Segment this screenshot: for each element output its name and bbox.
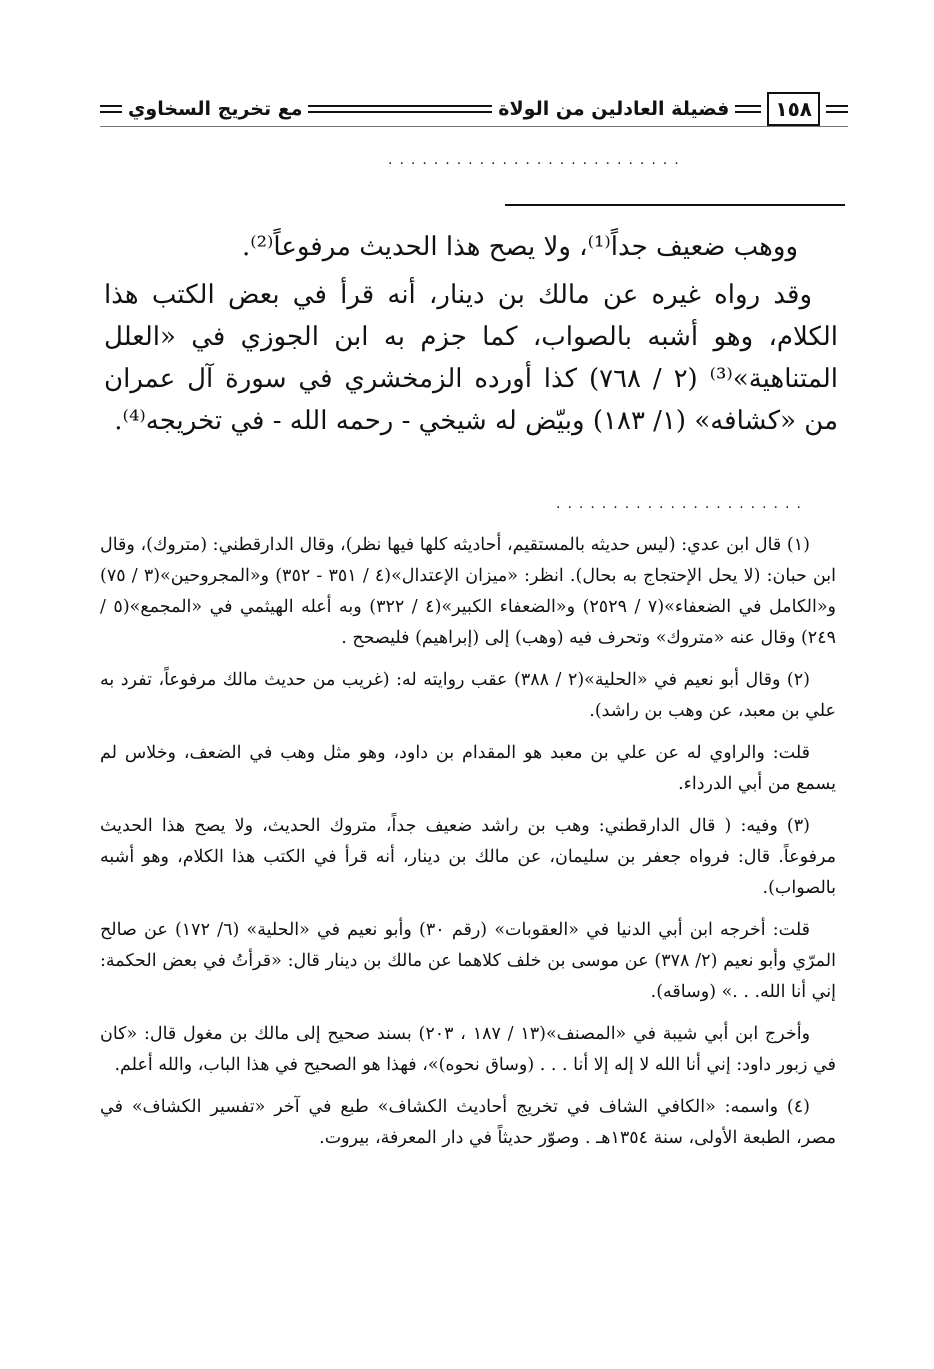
header-underline (100, 126, 848, 127)
header-rule-left (100, 105, 122, 113)
ellipsis-top: .......................... (388, 152, 686, 168)
footnote: (٢) وقال أبو نعيم في «الحلية»(٢ / ٣٨٨) عقب روايته له: (غريب من حديث مالك مرفوعاً، تفرد به علي بن معبد، عن وهب بن راشد). (100, 670, 836, 721)
footnote: (١) قال ابن عدي: (ليس حديثه بالمستقيم، أحاديثه كلها فيها نظر)، وقال الدارقطني: (متروك)، وقال ابن حبان: (لا يحل الإحتجاج به بحال). انظر: «ميزان الإعتدال»(٤ / ٣٥١ - ٣٥٢) و«المجروحين»(٣ / ٧٥) و«الكامل في الضعفاء»(٧ / ٢٥٢٩) و«الضعفاء الكبير»(٤ / ٣٢٢) وبه أعله الهيثمي في «المجمع»(٥ / ٢٤٩) وقال عنه «متروك» وتحرف فيه (وهب) إلى (إبراهيم) فليصحح . (100, 535, 836, 648)
running-header (100, 86, 848, 130)
header-rule (735, 105, 761, 113)
footnote: (٤) واسمه: «الكافي الشاف في تخريج أحاديث الكشاف» طبع في آخر «تفسير الكشاف» في مصر، الطبعة الأولى، سنة ١٣٥٤هـ . وصوّر حديثاً في دار المعرفة، بيروت. (100, 1097, 836, 1148)
header-rule-long (308, 105, 492, 113)
footnote: وأخرج ابن أبي شيبة في «المصنف»(١٣ / ١٨٧ ، ٢٠٣) بسند صحيح إلى مالك بن مغول قال: «كان في زبور داود: إني أنا الله لا إله إلا أنا . . . (وساق نحوه)»، فهذا هو الصحيح في هذا الباب، والله أعلم. (100, 1024, 836, 1075)
main-paragraph: وقد رواه غيره عن مالك بن دينار، أنه قرأ في بعض الكتب هذا الكلام، وهو أشبه بالصواب، كما جزم به ابن الجوزي في «العلل المتناهية»⁽³⁾ (٢ / ٧٦٨) كذا أورده الزمخشري في سورة آل عمران من «كشافه» (١/ ١٨٣) وبيّض له شيخي - رحمه الله - في تخريجه⁽⁴⁾. (104, 280, 839, 436)
separator-line (505, 204, 845, 206)
book-title: فضيلة العادلين من الولاة (498, 98, 730, 120)
footnote: (٣) وفيه: ( قال الدارقطني: وهب بن راشد ضعيف جداً، متروك الحديث، ولا يصح هذا الحديث مرفوعاً. قال: فرواه جعفر بن سليمان، عن مالك بن دينار، أنه قرأ في الكتب هذا الكلام، وهو أشبه بالصواب). (100, 816, 836, 898)
footnote: قلت: أخرجه ابن أبي الدنيا في «العقوبات» (رقم ٣٠) وأبو نعيم في «الحلية» (٦/ ١٧٢) عن صالح المرّي وأبو نعيم (٢/ ٣٧٨) عن موسى بن خلف كلاهما عن مالك بن دينار قال: «قرأتُ في بعض الحكمة: إني أنا الله. . .» (وساقه). (100, 920, 836, 1002)
main-paragraph: ووهب ضعيف جداً⁽¹⁾، ولا يصح هذا الحديث مرفوعاً⁽²⁾. (241, 232, 798, 262)
footnotes (100, 530, 836, 1165)
book-subtitle: مع تخريج السخاوي (128, 98, 303, 120)
header-rule-right (826, 105, 848, 113)
ellipsis-middle: ...................... (556, 496, 808, 512)
page-number: ١٥٨ (767, 92, 820, 126)
footnote: قلت: والراوي له عن علي بن معبد هو المقدام بن داود، وهو مثل وهب في الضعف، وخلاس لم يسمع من أبي الدرداء. (100, 743, 836, 794)
main-text (104, 226, 838, 442)
